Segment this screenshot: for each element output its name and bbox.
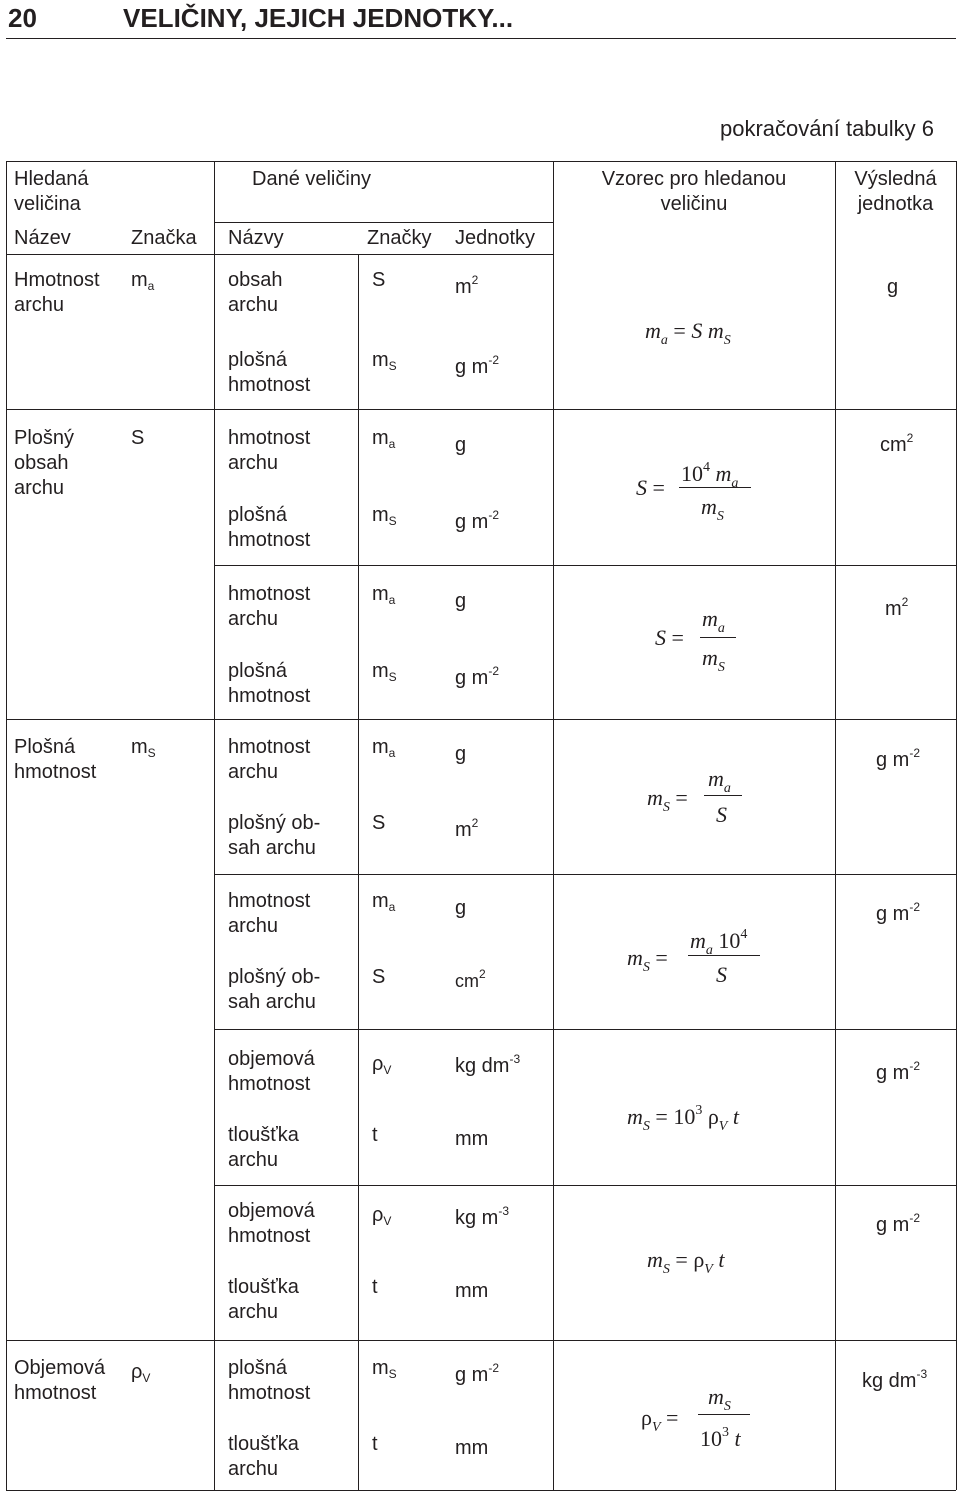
given-name: tloušťka archu (228, 1276, 299, 1323)
formula: $m_S = \rho_V$ t (647, 1247, 725, 1277)
given-symbol: $\rho_V$ (372, 1053, 392, 1077)
given-symbol: t (372, 1124, 378, 1146)
given-unit: mm (455, 1437, 489, 1459)
given-unit: g $m^{-2}$ (455, 1361, 500, 1386)
given-symbol: t (372, 1276, 378, 1298)
header-znacky: Značky (367, 227, 432, 249)
row-symbol: $m_S$ (131, 736, 156, 760)
given-unit: mm (455, 1128, 489, 1150)
table-caption: pokračování tabulky 6 (720, 116, 935, 141)
given-unit: g $m^{-2}$ (455, 664, 500, 689)
row-symbol: $\rho_V$ (131, 1361, 151, 1385)
given-name: plošná hmotnost (228, 349, 311, 396)
given-unit: mm (455, 1280, 489, 1302)
row-name: Hmotnost archu (14, 269, 100, 316)
formula: $m_a = S$ $m_S$ (645, 318, 731, 348)
given-unit: $m^2$ (455, 816, 479, 841)
given-unit: g (455, 590, 467, 612)
result-unit: $cm^2$ (880, 431, 914, 456)
row-symbol: S (131, 427, 145, 449)
given-symbol: $m_a$ (372, 427, 396, 451)
given-name: plošný ob- sah archu (228, 966, 321, 1013)
given-unit: g $m^{-2}$ (455, 508, 500, 533)
formula: $m_S = 10^3$ $\rho_V$ t (627, 1103, 739, 1134)
given-symbol: S (372, 812, 386, 834)
given-symbol: $m_S$ (372, 660, 397, 684)
given-unit: g (455, 434, 467, 456)
given-unit: g $m^{-2}$ (455, 353, 500, 378)
given-name: plošná hmotnost (228, 1357, 311, 1404)
row-name: Objemová hmotnost (14, 1357, 106, 1404)
result-unit: g (887, 276, 899, 298)
header-vzorec: Vzorec pro hledanou veličinu (601, 168, 787, 215)
given-unit: kg $dm^{-3}$ (455, 1052, 521, 1077)
given-symbol: $m_a$ (372, 736, 396, 760)
given-name: hmotnost archu (228, 583, 311, 630)
given-unit: kg $m^{-3}$ (455, 1204, 510, 1229)
given-symbol: S (372, 966, 386, 988)
given-name: plošná hmotnost (228, 660, 311, 707)
header-nazvy: Názvy (228, 227, 284, 249)
given-name: hmotnost archu (228, 736, 311, 783)
given-name: hmotnost archu (228, 890, 311, 937)
given-unit: $m^2$ (455, 273, 479, 298)
given-name: obsah archu (228, 269, 283, 316)
given-unit: g (455, 743, 467, 765)
header-znacka: Značka (131, 227, 197, 249)
page-title: VELIČINY, JEJICH JEDNOTKY... (123, 3, 514, 33)
result-unit: kg $dm^{-3}$ (862, 1367, 928, 1392)
row-symbol: $m_a$ (131, 269, 155, 293)
header-nazev: Název (14, 227, 71, 249)
row-name: Plošná hmotnost (14, 736, 97, 783)
given-name: plošný ob- sah archu (228, 812, 321, 859)
header-hledana: Hledaná veličina (14, 168, 89, 215)
header-vysledna: Výsledná jednotka (854, 168, 937, 215)
page-number: 20 (8, 3, 37, 33)
given-symbol: $m_S$ (372, 349, 397, 373)
given-symbol: $m_a$ (372, 583, 396, 607)
result-unit: g $m^{-2}$ (876, 900, 921, 925)
given-name: tloušťka archu (228, 1433, 299, 1480)
given-name: hmotnost archu (228, 427, 311, 474)
given-symbol: t (372, 1433, 378, 1455)
given-name: tloušťka archu (228, 1124, 299, 1171)
result-unit: g $m^{-2}$ (876, 746, 921, 771)
header-dane: Dané veličiny (252, 168, 371, 190)
given-symbol: $m_S$ (372, 1357, 397, 1381)
row-name: Plošný obsah archu (14, 427, 75, 499)
given-unit: $cm^2$ (455, 967, 486, 991)
given-name: objemová hmotnost (228, 1200, 315, 1247)
given-unit: g (455, 897, 467, 919)
given-symbol: $m_S$ (372, 504, 397, 528)
given-name: objemová hmotnost (228, 1048, 315, 1095)
result-unit: g $m^{-2}$ (876, 1211, 921, 1236)
given-symbol: $\rho_V$ (372, 1204, 392, 1228)
header-jednotky: Jednotky (455, 227, 536, 249)
given-symbol: $m_a$ (372, 890, 396, 914)
given-name: plošná hmotnost (228, 504, 311, 551)
result-unit: g $m^{-2}$ (876, 1059, 921, 1084)
result-unit: $m^2$ (885, 595, 909, 620)
header-rule (6, 38, 956, 39)
given-symbol: S (372, 269, 386, 291)
